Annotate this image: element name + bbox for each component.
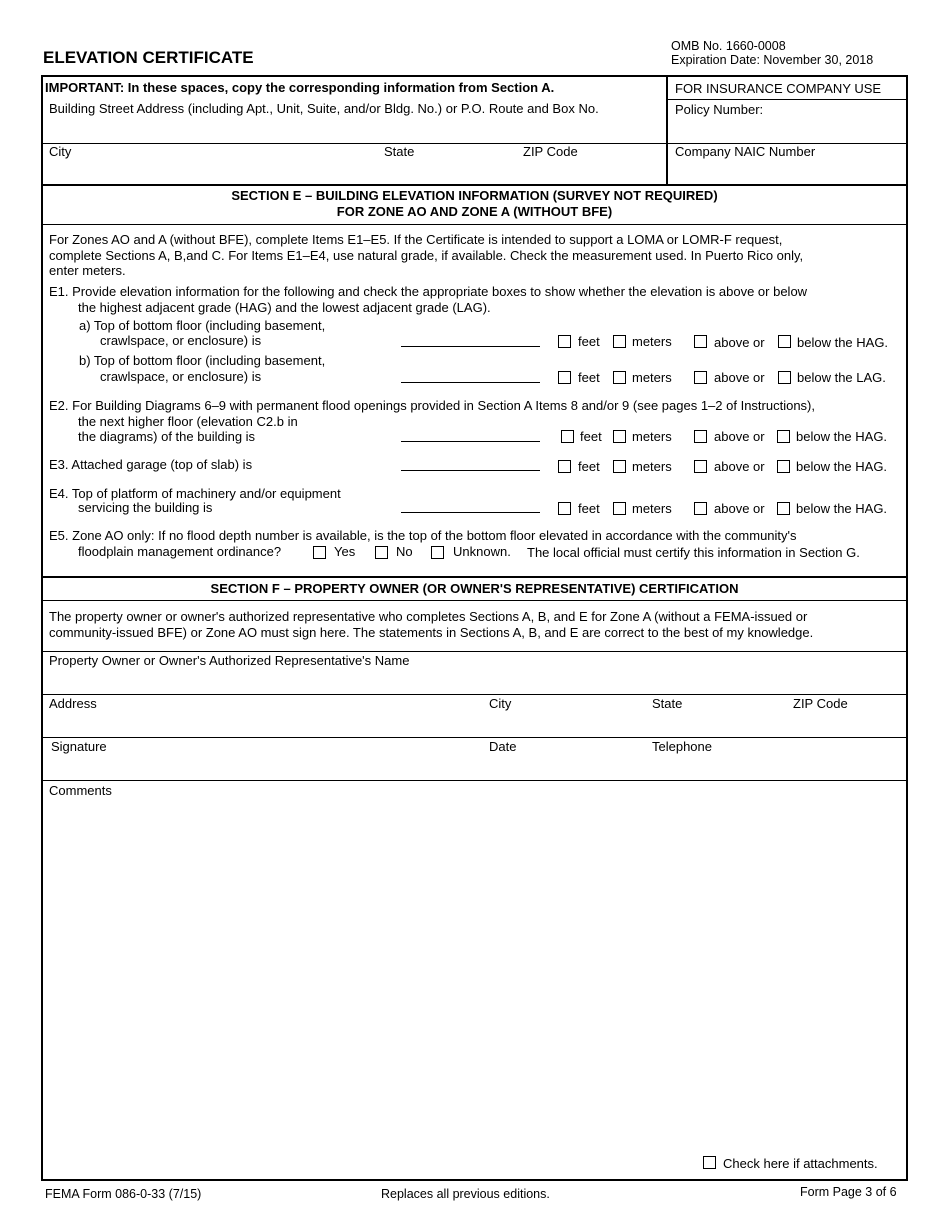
e2-below-checkbox[interactable] xyxy=(777,430,790,443)
e4-text: E4. Top of platform of machinery and/or equipment xyxy=(49,486,341,501)
address-label: Address xyxy=(49,696,97,711)
form-title: ELEVATION CERTIFICATE xyxy=(43,48,254,67)
below-lag-label: below the LAG. xyxy=(797,370,886,385)
meters-label: meters xyxy=(632,459,672,474)
attachments-label: Check here if attachments. xyxy=(723,1156,878,1171)
e1a-meters-checkbox[interactable] xyxy=(613,335,626,348)
feet-label: feet xyxy=(578,459,600,474)
above-label: above or xyxy=(714,335,765,350)
owner-zip-label: ZIP Code xyxy=(793,696,848,711)
below-hag-label: below the HAG. xyxy=(796,459,888,474)
telephone-label: Telephone xyxy=(652,739,712,754)
e1a-text: a) Top of bottom floor (including basement, xyxy=(79,318,326,333)
above-label: above or xyxy=(714,429,765,444)
section-e-title-line2: FOR ZONE AO AND ZONE A (WITHOUT BFE) xyxy=(336,204,613,219)
intro-line: The property owner or owner's authorized representative who completes Sections A, B, and E for Zone A (without a FEMA-issued or xyxy=(49,609,808,624)
meters-label: meters xyxy=(632,501,672,516)
e5-yes-checkbox[interactable] xyxy=(313,546,326,559)
above-label: above or xyxy=(714,501,765,516)
e3-above-checkbox[interactable] xyxy=(694,460,707,473)
section-f-top-rule xyxy=(41,576,908,578)
naic-label: Company NAIC Number xyxy=(675,144,816,159)
form-border-bottom xyxy=(41,1179,908,1181)
form-number: FEMA Form 086-0-33 (7/15) xyxy=(45,1187,202,1201)
expiration-date: Expiration Date: November 30, 2018 xyxy=(671,53,874,67)
form-border-left xyxy=(41,75,43,1181)
e5-no-checkbox[interactable] xyxy=(375,546,388,559)
e4-elevation-input[interactable] xyxy=(401,512,540,513)
e5-text-2: floodplain management ordinance? xyxy=(78,544,282,559)
e3-meters-checkbox[interactable] xyxy=(613,460,626,473)
e1b-below-checkbox[interactable] xyxy=(778,371,791,384)
e3-below-checkbox[interactable] xyxy=(777,460,790,473)
e1b-above-checkbox[interactable] xyxy=(694,371,707,384)
section-f-title: SECTION F – PROPERTY OWNER (OR OWNER'S REPRESENTATIVE) CERTIFICATION xyxy=(210,581,739,596)
owner-name-label: Property Owner or Owner's Authorized Representative's Name xyxy=(49,653,410,668)
unknown-label: Unknown. xyxy=(453,544,511,559)
above-label: above or xyxy=(714,459,765,474)
e1-text: E1. Provide elevation information for the following and check the appropriate boxes to show whether the elevation is above or below xyxy=(49,284,808,299)
owner-city-label: City xyxy=(489,696,512,711)
e4-text-2: servicing the building is xyxy=(78,500,213,515)
e2-text: E2. For Building Diagrams 6–9 with permanent flood openings provided in Section A Items 8 and/or 9 (see pages 1–2 of Instructions), xyxy=(49,398,815,413)
e2-elevation-input[interactable] xyxy=(401,441,540,442)
e1b-text: b) Top of bottom floor (including basement, xyxy=(79,353,326,368)
insurance-title-divider xyxy=(666,99,908,100)
replaces-note: Replaces all previous editions. xyxy=(381,1187,550,1201)
e4-meters-checkbox[interactable] xyxy=(613,502,626,515)
intro-line: community-issued BFE) or Zone AO must sign here. The statements in Sections A, B, and E are correct to the best of my knowledge. xyxy=(49,624,814,640)
e1a-text-2: crawlspace, or enclosure) is xyxy=(100,333,262,348)
form-border-right xyxy=(906,75,908,1181)
e1b-feet-checkbox[interactable] xyxy=(558,371,571,384)
e3-text: E3. Attached garage (top of slab) is xyxy=(49,457,253,472)
e1a-below-checkbox[interactable] xyxy=(778,335,791,348)
omb-number: OMB No. 1660-0008 xyxy=(671,39,786,53)
important-note: IMPORTANT: In these spaces, copy the corresponding information from Section A. xyxy=(45,80,555,95)
section-f-header-rule xyxy=(43,600,906,601)
section-e-header-rule xyxy=(43,224,906,225)
form-border-top xyxy=(41,75,908,77)
meters-label: meters xyxy=(632,370,672,385)
signature-top-rule xyxy=(43,737,906,738)
e5-unknown-checkbox[interactable] xyxy=(431,546,444,559)
policy-number-label: Policy Number: xyxy=(675,102,764,117)
e4-above-checkbox[interactable] xyxy=(694,502,707,515)
city-label: City xyxy=(49,144,72,159)
zip-label: ZIP Code xyxy=(523,144,578,159)
section-f-intro xyxy=(49,609,813,640)
intro-line: enter meters. xyxy=(49,263,126,278)
feet-label: feet xyxy=(580,429,602,444)
section-e-title-line1: SECTION E – BUILDING ELEVATION INFORMATION (SURVEY NOT REQUIRED) xyxy=(231,188,718,203)
insurance-divider xyxy=(666,75,668,184)
omb-block xyxy=(671,39,873,67)
e4-below-checkbox[interactable] xyxy=(777,502,790,515)
e1a-feet-checkbox[interactable] xyxy=(558,335,571,348)
page-number: Form Page 3 of 6 xyxy=(800,1185,897,1199)
feet-label: feet xyxy=(578,334,600,349)
e2-feet-checkbox[interactable] xyxy=(561,430,574,443)
e1-text-2: the highest adjacent grade (HAG) and the lowest adjacent grade (LAG). xyxy=(78,300,491,315)
address-top-rule xyxy=(43,694,906,695)
section-e-top-rule xyxy=(41,184,908,186)
owner-state-label: State xyxy=(652,696,683,711)
e5-note: The local official must certify this information in Section G. xyxy=(527,545,860,560)
no-label: No xyxy=(396,544,413,559)
meters-label: meters xyxy=(632,334,672,349)
yes-label: Yes xyxy=(334,544,356,559)
e5-text: E5. Zone AO only: If no flood depth number is available, is the top of the bottom floor elevated in accordance with the community's xyxy=(49,528,797,543)
e1b-meters-checkbox[interactable] xyxy=(613,371,626,384)
attachments-checkbox[interactable] xyxy=(703,1156,716,1169)
below-hag-label: below the HAG. xyxy=(797,335,889,350)
feet-label: feet xyxy=(578,501,600,516)
section-e-intro xyxy=(49,232,803,279)
e2-meters-checkbox[interactable] xyxy=(613,430,626,443)
street-address-label: Building Street Address (including Apt., Unit, Suite, and/or Bldg. No.) or P.O. Route and Box No. xyxy=(49,101,599,116)
intro-line: complete Sections A, B,and C. For Items E1–E4, use natural grade, if available. Check the measurement used. In Puerto Rico only, xyxy=(49,247,804,263)
e2-text-3: the diagrams) of the building is xyxy=(78,429,256,444)
feet-label: feet xyxy=(578,370,600,385)
e4-feet-checkbox[interactable] xyxy=(558,502,571,515)
below-hag-label: below the HAG. xyxy=(796,501,888,516)
e1a-above-checkbox[interactable] xyxy=(694,335,707,348)
e3-feet-checkbox[interactable] xyxy=(558,460,571,473)
signature-label: Signature xyxy=(51,739,107,754)
insurance-use-label: FOR INSURANCE COMPANY USE xyxy=(675,81,882,96)
e1a-elevation-input[interactable] xyxy=(401,346,540,347)
state-label: State xyxy=(384,144,415,159)
e1b-text-2: crawlspace, or enclosure) is xyxy=(100,369,262,384)
e1b-elevation-input[interactable] xyxy=(401,382,540,383)
owner-name-top-rule xyxy=(43,651,906,652)
section-e-title xyxy=(43,188,906,220)
comments-top-rule xyxy=(43,780,906,781)
below-hag-label: below the HAG. xyxy=(796,429,888,444)
intro-line: For Zones AO and A (without BFE), complete Items E1–E5. If the Certificate is intended to support a LOMA or LOMR-F request, xyxy=(49,232,783,247)
above-label: above or xyxy=(714,370,765,385)
date-label: Date xyxy=(489,739,517,754)
meters-label: meters xyxy=(632,429,672,444)
comments-label: Comments xyxy=(49,783,112,798)
e3-elevation-input[interactable] xyxy=(401,470,540,471)
e2-above-checkbox[interactable] xyxy=(694,430,707,443)
e2-text-2: the next higher floor (elevation C2.b in xyxy=(78,414,298,429)
